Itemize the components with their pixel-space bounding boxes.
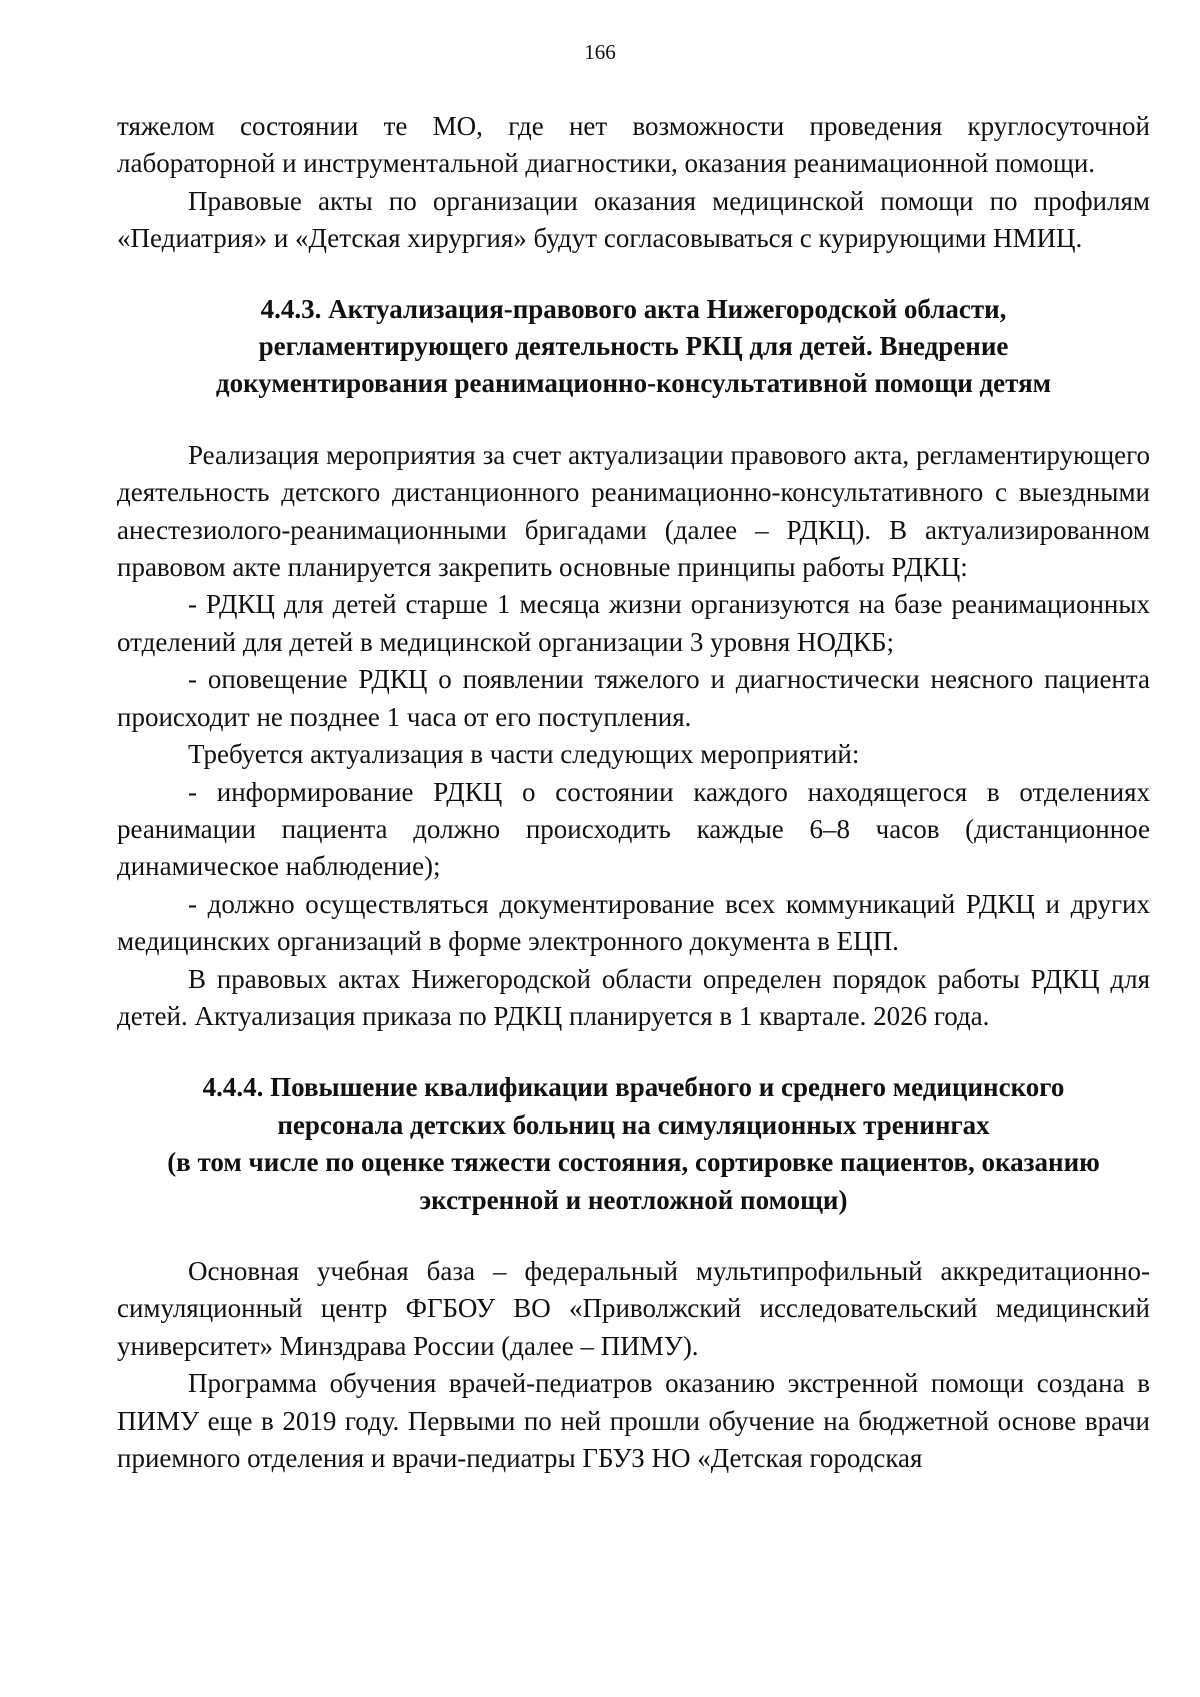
page-number: 166 xyxy=(584,40,616,64)
section-heading-4-4-3 xyxy=(117,291,1150,403)
paragraph: В правовых актах Нижегородской области определен порядок работы РДКЦ для детей. Актуализация приказа по РДКЦ планируется в 1 квартале. 2026 года. xyxy=(117,963,1150,1031)
heading-line: 4.4.4. Повышение квалификации врачебного и среднего медицинского xyxy=(202,1072,1065,1103)
list-item: - информирование РДКЦ о состоянии каждого находящегося в отделениях реанимации пациента должно происходить каждые 6–8 часов (дистанционное динамическое наблюдение); xyxy=(117,776,1150,882)
paragraph-legal-acts: Правовые акты по организации оказания медицинской помощи по профилям «Педиатрия» и «Детская хирургия» будут согласовываться с курирующими НМИЦ. xyxy=(117,185,1150,254)
paragraph: Программа обучения врачей-педиатров оказанию экстренной помощи создана в ПИМУ еще в 2019 году. Первыми по ней прошли обучение на бюджетной основе врачи приемного отделения и врачи-педиатры ГБУЗ НО «Детская городская xyxy=(117,1368,1150,1473)
paragraph: Реализация мероприятия за счет актуализации правового акта, регламентирующего деятельность детского дистанционного реанимационно-консультативного с выездными анестезиолого-реанимационными бригадами (далее – РДКЦ). В актуализированном правовом акте планируется закрепить основные принципы работы РДКЦ: xyxy=(117,439,1150,583)
section-heading-4-4-4 xyxy=(117,1069,1150,1219)
page-content xyxy=(117,108,1150,1477)
list-item: - должно осуществляться документирование всех коммуникаций РДКЦ и других медицинских организаций в форме электронного документа в ЕЦП. xyxy=(117,888,1150,957)
heading-line: персонала детских больниц на симуляционных тренингах xyxy=(277,1109,990,1140)
heading-line: экстренной и неотложной помощи) xyxy=(419,1184,848,1215)
list-item: - оповещение РДКЦ о появлении тяжелого и диагностически неясного пациента происходит не позднее 1 часа от его поступления. xyxy=(117,664,1150,732)
paragraph: Требуется актуализация в части следующих мероприятий: xyxy=(188,739,860,770)
heading-line: 4.4.3. Актуализация-правового акта Нижегородской области, xyxy=(260,293,1007,324)
list-item: - РДКЦ для детей старше 1 месяца жизни организуются на базе реанимационных отделений для детей в медицинской организации 3 уровня НОДКБ; xyxy=(117,589,1150,657)
paragraph-continuation: тяжелом состоянии те МО, где нет возможности проведения круглосуточной лабораторной и инструментальной диагностики, оказания реанимационной помощи. xyxy=(117,111,1150,179)
heading-line: регламентирующего деятельность РКЦ для детей. Внедрение xyxy=(258,331,1009,362)
paragraph: Основная учебная база – федеральный мультипрофильный аккредитационно-симуляционный центр ФГБОУ ВО «Приволжский исследовательский медицинский университет» Минздрава России (далее – ПИМУ). xyxy=(117,1255,1150,1361)
heading-line: документирования реанимационно-консультативной помощи детям xyxy=(215,368,1052,399)
heading-line: (в том числе по оценке тяжести состояния, сортировке пациентов, оказанию xyxy=(167,1147,1100,1178)
